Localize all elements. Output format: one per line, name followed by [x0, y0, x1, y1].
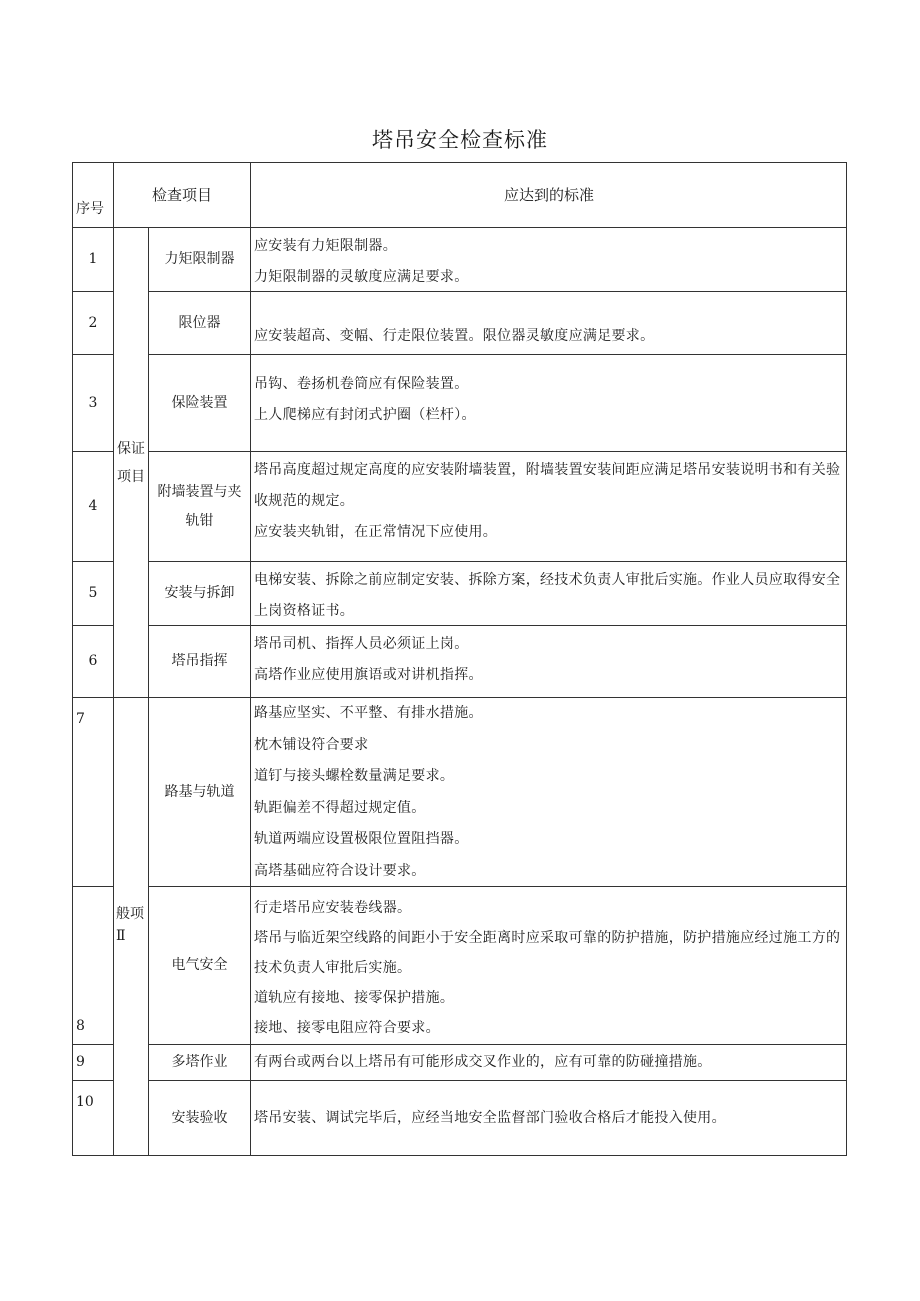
standard-line: 应安装夹轨钳，在正常情况下应使用。 — [254, 524, 498, 540]
check-item: 多塔作业 — [148, 1044, 250, 1080]
row-number: 8 — [72, 886, 113, 1044]
standard-line: 塔吊高度超过规定高度的应安装附墙装置，附墙装置安装间距应满足塔吊安装说明书和有关验收规范的规定。 — [254, 462, 841, 509]
standard-line: 接地、接零电阻应符合要求。 — [254, 1020, 440, 1036]
row-number: 2 — [72, 291, 113, 354]
standard-line: 应安装超高、变幅、行走限位装置。限位器灵敏度应满足要求。 — [254, 328, 655, 344]
standard-cell — [250, 227, 847, 291]
standard-cell — [250, 886, 847, 1044]
check-item: 附墙装置与夹轨钳 — [148, 451, 250, 561]
standard-line: 轨距偏差不得超过规定值。 — [254, 799, 426, 816]
row-number: 3 — [72, 354, 113, 451]
row-number: 5 — [72, 561, 113, 625]
standard-cell — [250, 561, 847, 625]
standard-cell — [250, 291, 847, 354]
row-number: 6 — [72, 625, 113, 697]
check-item: 限位器 — [148, 291, 250, 354]
standard-line: 高塔作业应使用旗语或对讲机指挥。 — [254, 667, 483, 683]
standard-line: 塔吊司机、指挥人员必须证上岗。 — [254, 636, 469, 652]
category-text: 项目 — [117, 468, 145, 485]
standard-line: 力矩限制器的灵敏度应满足要求。 — [254, 269, 469, 285]
standard-line: 塔吊安装、调试完毕后，应经当地安全监督部门验收合格后才能投入使用。 — [254, 1110, 726, 1126]
standard-line: 枕木铺设符合要求 — [254, 736, 369, 753]
category-guarantee-items — [113, 227, 148, 697]
standard-cell — [250, 354, 847, 451]
header-item: 检查项目 — [113, 162, 250, 227]
inspection-table — [72, 162, 847, 1156]
standard-cell — [250, 625, 847, 697]
standard-line: 吊钩、卷扬机卷筒应有保险装置。 — [254, 376, 469, 392]
row-number: 4 — [72, 451, 113, 561]
check-item: 路基与轨道 — [148, 697, 250, 886]
row-number: 7 — [72, 697, 113, 886]
check-item: 安装验收 — [148, 1080, 250, 1156]
row-number: 9 — [72, 1044, 113, 1080]
category-general-items — [113, 697, 148, 1156]
check-item: 安装与拆卸 — [148, 561, 250, 625]
standard-line: 塔吊与临近架空线路的间距小于安全距离时应采取可靠的防护措施，防护措施应经过施工方的技术负责人审批后实施。 — [254, 930, 841, 976]
standard-line: 轨道两端应设置极限位置阻挡器。 — [254, 831, 469, 847]
category-text: 保证 — [117, 440, 145, 457]
row-number: 10 — [72, 1080, 113, 1156]
document-title: 塔吊安全检查标准 — [372, 128, 548, 152]
category-text: Ⅱ — [116, 928, 126, 944]
standard-line: 行走塔吊应安装卷线器。 — [254, 900, 412, 916]
check-item: 保险装置 — [148, 354, 250, 451]
check-item: 力矩限制器 — [148, 227, 250, 291]
header-seq: 序号 — [72, 162, 113, 227]
standard-line: 电梯安装、拆除之前应制定安装、拆除方案，经技术负责人审批后实施。作业人员应取得安全上岗资格证书。 — [254, 572, 841, 619]
standard-cell — [250, 1080, 847, 1156]
standard-line: 高塔基础应符合设计要求。 — [254, 862, 426, 879]
check-item: 塔吊指挥 — [148, 625, 250, 697]
standard-line: 路基应坚实、不平整、有排水措施。 — [254, 705, 483, 721]
standard-cell — [250, 1044, 847, 1080]
category-text: 般项 — [116, 906, 144, 922]
standard-line: 应安装有力矩限制器。 — [254, 238, 397, 254]
standard-line: 上人爬梯应有封闭式护圈（栏杆）。 — [254, 407, 476, 423]
standard-line: 道钉与接头螺栓数量满足要求。 — [254, 768, 455, 784]
standard-cell — [250, 697, 847, 886]
header-standard: 应达到的标准 — [250, 162, 847, 227]
check-item: 电气安全 — [148, 886, 250, 1044]
standard-line: 有两台或两台以上塔吊有可能形成交叉作业的，应有可靠的防碰撞措施。 — [254, 1054, 712, 1070]
row-number: 1 — [72, 227, 113, 291]
standard-line: 道轨应有接地、接零保护措施。 — [254, 990, 455, 1006]
standard-cell — [250, 451, 847, 561]
